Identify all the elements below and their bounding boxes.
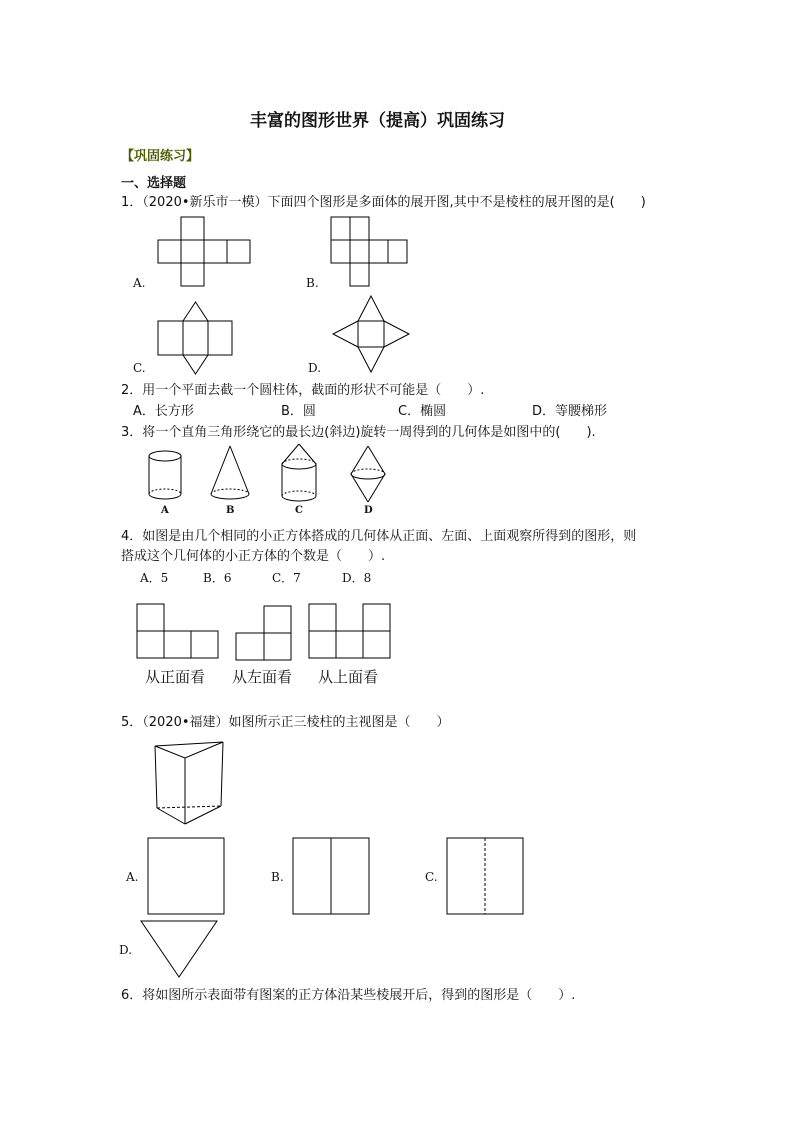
q3-figure-double-cone: [350, 446, 386, 502]
q1-figure-b: [331, 217, 407, 287]
q4-view-label-top: 从上面看: [318, 668, 379, 686]
section-heading: 一、选择题: [121, 176, 187, 191]
q1-option-b[interactable]: B.: [306, 276, 319, 290]
q5-option-c-figure: [447, 838, 523, 914]
q4-option-b[interactable]: B．6: [203, 571, 232, 585]
q5-option-d[interactable]: D.: [119, 943, 133, 957]
q4-view-top: [309, 604, 391, 658]
question-2-text: 2．用一个平面去截一个圆柱体，截面的形状不可能是（ ）.: [121, 383, 485, 398]
q5-option-b[interactable]: B.: [271, 870, 284, 884]
q5-option-a-figure: [148, 838, 224, 914]
q1-figure-d: [333, 296, 409, 372]
page-title: 丰富的图形世界（提高）巩固练习: [250, 111, 505, 131]
q2-option-b[interactable]: B．圆: [281, 404, 316, 419]
q4-option-c[interactable]: C．7: [272, 571, 301, 585]
q3-figure-cone-cylinder: [281, 444, 317, 504]
q1-figure-c: [158, 302, 232, 374]
q2-option-c[interactable]: C．椭圆: [398, 404, 447, 419]
q4-view-label-front: 从正面看: [145, 668, 206, 686]
q3-figure-cone: [210, 446, 250, 502]
q4-option-a[interactable]: A．5: [140, 571, 169, 585]
q4-option-d[interactable]: D．8: [342, 571, 372, 585]
q5-option-a[interactable]: A.: [126, 870, 139, 884]
q2-option-a[interactable]: A．长方形: [133, 404, 194, 419]
question-4-text-line1: 4．如图是由几个相同的小正方体搭成的几何体从正面、左面、上面观察所得到的图形，则: [121, 529, 637, 544]
question-5-text: 5．（2020•福建）如图所示正三棱柱的主视图是（ ）: [121, 715, 450, 730]
q1-option-c[interactable]: C.: [133, 361, 146, 375]
q4-view-front: [137, 604, 219, 658]
q3-label-d[interactable]: D: [364, 505, 373, 516]
q3-label-a[interactable]: A: [161, 505, 169, 516]
q3-label-c[interactable]: C: [295, 505, 303, 516]
q3-label-b[interactable]: B: [226, 505, 235, 516]
q1-option-a[interactable]: A.: [133, 276, 146, 290]
q1-option-d[interactable]: D.: [308, 361, 322, 375]
q5-option-c[interactable]: C.: [425, 870, 438, 884]
q5-option-b-figure: [293, 838, 369, 914]
section-label: 【巩固练习】: [121, 149, 200, 164]
question-4-text-line2: 搭成这个几何体的小正方体的个数是（ ）.: [121, 549, 386, 564]
question-3-text: 3．将一个直角三角形绕它的最长边(斜边)旋转一周得到的几何体是如图中的( ).: [121, 425, 596, 440]
q3-figure-cylinder: [148, 450, 182, 502]
q1-figure-a: [158, 217, 250, 287]
q5-option-d-figure: [141, 921, 217, 977]
q4-view-label-left: 从左面看: [232, 668, 293, 686]
question-6-text: 6．将如图所示表面带有图案的正方体沿某些棱展开后，得到的图形是（ ）.: [121, 988, 576, 1003]
question-1-text: 1．（2020•新乐市一模）下面四个图形是多面体的展开图,其中不是棱柱的展开图的是( ): [121, 195, 646, 210]
q2-option-d[interactable]: D．等腰梯形: [532, 404, 608, 419]
q4-view-left: [236, 606, 292, 660]
q5-triangular-prism: [155, 738, 223, 824]
